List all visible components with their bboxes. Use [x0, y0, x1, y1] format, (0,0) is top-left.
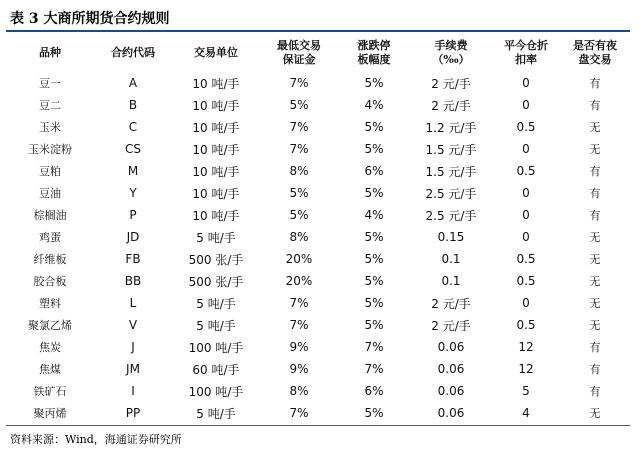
cell-contract-code: V	[128, 318, 138, 332]
cell-fee: 2 元/手	[431, 76, 471, 91]
cell-close-today-discount: 0	[522, 296, 530, 310]
cell-night-trading: 无	[589, 231, 601, 244]
header-trading-unit: 交易单位	[194, 46, 238, 59]
cell-min-margin: 7%	[289, 296, 309, 310]
cell-night-trading: 有	[589, 209, 601, 222]
cell-night-trading: 无	[589, 297, 601, 310]
cell-fee: 2.5 元/手	[425, 186, 477, 201]
cell-min-margin: 7%	[289, 120, 309, 134]
table-row	[6, 182, 630, 204]
cell-night-trading: 有	[589, 341, 601, 354]
cell-min-margin: 20%	[285, 274, 313, 288]
cell-night-trading: 有	[589, 165, 601, 178]
cell-close-today-discount: 0	[522, 230, 530, 244]
cell-fee: 0.15	[437, 230, 465, 244]
cell-price-limit: 5%	[364, 406, 384, 420]
cell-close-today-discount: 12	[518, 362, 534, 376]
table-bottom-divider	[6, 425, 630, 426]
cell-trading-unit: 10 吨/手	[192, 142, 240, 157]
cell-min-margin: 7%	[289, 406, 309, 420]
cell-variety: 豆油	[39, 187, 61, 200]
cell-variety: 玉米	[39, 121, 61, 134]
cell-trading-unit: 5 吨/手	[196, 318, 236, 333]
cell-variety: 聚丙烯	[33, 407, 67, 420]
cell-close-today-discount: 12	[518, 340, 534, 354]
cell-min-margin: 5%	[289, 186, 309, 200]
cell-variety: 棕榈油	[33, 209, 67, 222]
cell-price-limit: 5%	[364, 296, 384, 310]
cell-close-today-discount: 0	[522, 76, 530, 90]
header-contract-code: 合约代码	[111, 46, 155, 59]
table-row	[6, 380, 630, 402]
cell-price-limit: 5%	[364, 230, 384, 244]
cell-night-trading: 有	[589, 363, 601, 376]
table-row	[6, 160, 630, 182]
cell-night-trading: 无	[589, 319, 601, 332]
cell-contract-code: Y	[129, 186, 137, 200]
cell-contract-code: JM	[126, 362, 140, 376]
cell-close-today-discount: 5	[522, 384, 530, 398]
cell-variety: 塑料	[39, 297, 61, 310]
cell-min-margin: 8%	[289, 230, 309, 244]
cell-trading-unit: 5 吨/手	[196, 296, 236, 311]
cell-variety: 铁矿石	[33, 385, 67, 398]
header-price-limit: 涨跌停 板幅度	[357, 39, 391, 66]
cell-contract-code: B	[128, 98, 138, 112]
cell-variety: 纤维板	[33, 253, 67, 266]
cell-min-margin: 5%	[289, 208, 309, 222]
cell-variety: 聚氯乙烯	[28, 319, 72, 332]
table-row	[6, 358, 630, 380]
cell-close-today-discount: 0.5	[516, 318, 536, 332]
header-variety: 品种	[39, 46, 61, 59]
cell-variety: 鸡蛋	[39, 231, 61, 244]
cell-price-limit: 6%	[364, 164, 384, 178]
cell-trading-unit: 100 吨/手	[188, 384, 244, 399]
cell-contract-code: L	[129, 296, 137, 310]
cell-fee: 2.5 元/手	[425, 208, 477, 223]
table-row	[6, 336, 630, 358]
header-close-today-discount: 平今仓折 扣率	[504, 39, 548, 66]
cell-price-limit: 5%	[364, 142, 384, 156]
cell-min-margin: 5%	[289, 98, 309, 112]
table-row	[6, 116, 630, 138]
cell-contract-code: PP	[125, 406, 141, 420]
cell-contract-code: J	[131, 340, 135, 354]
table-row	[6, 72, 630, 94]
cell-night-trading: 有	[589, 187, 601, 200]
cell-price-limit: 5%	[364, 252, 384, 266]
table-row	[6, 204, 630, 226]
cell-price-limit: 5%	[364, 76, 384, 90]
cell-contract-code: P	[129, 208, 137, 222]
cell-contract-code: C	[128, 120, 138, 134]
cell-variety: 豆一	[39, 77, 61, 90]
contract-rules-table	[6, 34, 630, 424]
cell-variety: 胶合板	[33, 275, 67, 288]
cell-price-limit: 5%	[364, 318, 384, 332]
table-row	[6, 138, 630, 160]
table-row	[6, 226, 630, 248]
table-row	[6, 402, 630, 424]
cell-variety: 豆粕	[39, 165, 61, 178]
cell-price-limit: 4%	[364, 98, 384, 112]
cell-fee: 1.5 元/手	[425, 164, 477, 179]
cell-price-limit: 5%	[364, 274, 384, 288]
cell-trading-unit: 5 吨/手	[196, 406, 236, 421]
cell-price-limit: 4%	[364, 208, 384, 222]
cell-price-limit: 7%	[364, 362, 384, 376]
cell-close-today-discount: 0	[522, 208, 530, 222]
cell-min-margin: 7%	[289, 142, 309, 156]
cell-close-today-discount: 0	[522, 142, 530, 156]
cell-min-margin: 7%	[289, 318, 309, 332]
cell-close-today-discount: 0.5	[516, 164, 536, 178]
cell-trading-unit: 500 张/手	[188, 252, 244, 267]
table-row	[6, 248, 630, 270]
cell-trading-unit: 10 吨/手	[192, 120, 240, 135]
table-row	[6, 270, 630, 292]
cell-night-trading: 有	[589, 77, 601, 90]
cell-fee: 2 元/手	[431, 296, 471, 311]
cell-night-trading: 无	[589, 253, 601, 266]
cell-variety: 豆二	[39, 99, 61, 112]
cell-contract-code: BB	[124, 274, 142, 288]
cell-trading-unit: 500 张/手	[188, 274, 244, 289]
cell-fee: 0.1	[441, 274, 461, 288]
cell-trading-unit: 10 吨/手	[192, 208, 240, 223]
table-row	[6, 314, 630, 336]
table-header-row	[6, 34, 630, 72]
cell-variety: 焦煤	[39, 363, 61, 376]
cell-fee: 2 元/手	[431, 318, 471, 333]
cell-trading-unit: 100 吨/手	[188, 340, 244, 355]
cell-variety: 玉米淀粉	[28, 143, 72, 156]
cell-close-today-discount: 4	[522, 406, 530, 420]
cell-price-limit: 6%	[364, 384, 384, 398]
cell-trading-unit: 60 吨/手	[192, 362, 240, 377]
cell-close-today-discount: 0	[522, 98, 530, 112]
cell-night-trading: 有	[589, 385, 601, 398]
table-body	[6, 72, 630, 424]
cell-trading-unit: 10 吨/手	[192, 164, 240, 179]
title-divider	[6, 30, 630, 32]
cell-price-limit: 7%	[364, 340, 384, 354]
cell-min-margin: 7%	[289, 76, 309, 90]
cell-min-margin: 9%	[289, 340, 309, 354]
cell-contract-code: A	[128, 76, 138, 90]
cell-fee: 2 元/手	[431, 98, 471, 113]
cell-fee: 1.5 元/手	[425, 142, 477, 157]
cell-min-margin: 20%	[285, 252, 313, 266]
cell-night-trading: 无	[589, 407, 601, 420]
cell-contract-code: I	[131, 384, 135, 398]
header-fee: 手续费 （‰）	[432, 39, 470, 66]
cell-close-today-discount: 0	[522, 186, 530, 200]
cell-trading-unit: 5 吨/手	[196, 230, 236, 245]
cell-price-limit: 5%	[364, 120, 384, 134]
cell-close-today-discount: 0.5	[516, 274, 536, 288]
cell-contract-code: CS	[125, 142, 141, 156]
cell-min-margin: 9%	[289, 362, 309, 376]
cell-min-margin: 8%	[289, 164, 309, 178]
header-night-trading: 是否有夜 盘交易	[573, 39, 617, 66]
cell-contract-code: JD	[126, 230, 140, 244]
header-min-margin: 最低交易 保证金	[277, 39, 321, 66]
cell-trading-unit: 10 吨/手	[192, 186, 240, 201]
cell-fee: 0.06	[437, 406, 465, 420]
cell-variety: 焦炭	[39, 341, 61, 354]
table-row	[6, 94, 630, 116]
cell-night-trading: 无	[589, 275, 601, 288]
cell-trading-unit: 10 吨/手	[192, 76, 240, 91]
cell-trading-unit: 10 吨/手	[192, 98, 240, 113]
cell-fee: 0.1	[441, 252, 461, 266]
table-row	[6, 292, 630, 314]
cell-fee: 1.2 元/手	[425, 120, 477, 135]
source-note: 资料来源：Wind，海通证券研究所	[10, 433, 182, 446]
cell-min-margin: 8%	[289, 384, 309, 398]
cell-night-trading: 无	[589, 143, 601, 156]
cell-contract-code: M	[127, 164, 139, 178]
cell-close-today-discount: 0.5	[516, 120, 536, 134]
cell-close-today-discount: 0.5	[516, 252, 536, 266]
table-title: 表 3 大商所期货合约规则	[10, 11, 170, 27]
cell-night-trading: 有	[589, 99, 601, 112]
cell-price-limit: 5%	[364, 186, 384, 200]
cell-fee: 0.06	[437, 362, 465, 376]
cell-contract-code: FB	[125, 252, 141, 266]
cell-fee: 0.06	[437, 340, 465, 354]
cell-fee: 0.06	[437, 384, 465, 398]
cell-night-trading: 无	[589, 121, 601, 134]
